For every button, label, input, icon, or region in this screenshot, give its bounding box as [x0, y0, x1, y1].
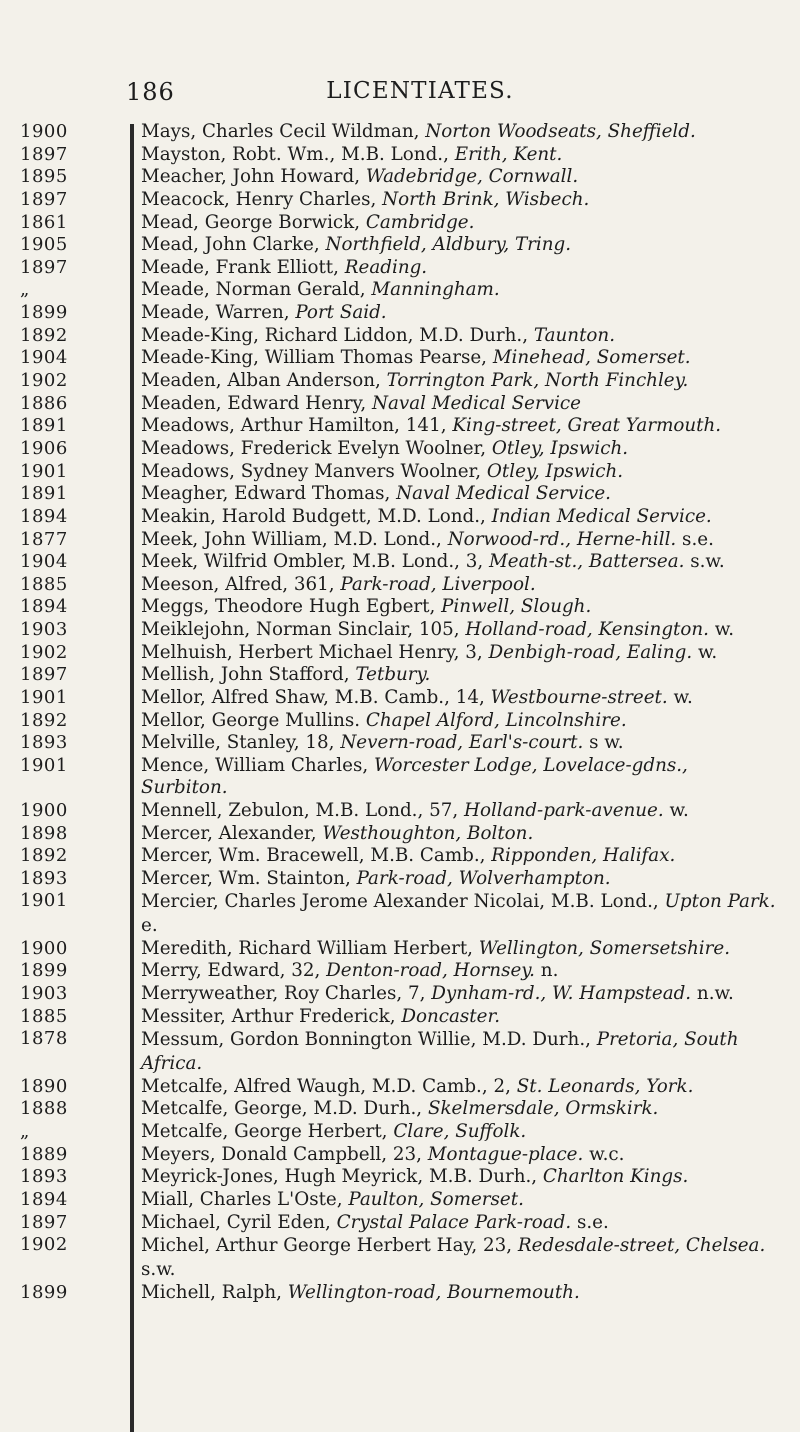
entry-place: Upton Park. [664, 891, 776, 913]
list-item [0, 1234, 800, 1281]
entry-name: Meek, Wilfrid Ombler, M.B. Lond., 3, [141, 551, 484, 573]
entry-place: Chapel Alford, Lincolnshire. [365, 709, 627, 731]
entry-place: Pinwell, Slough. [441, 596, 592, 618]
entry-district: s.w. [141, 1258, 176, 1280]
list-item [0, 823, 800, 845]
entry-place: Ripponden, Halifax. [491, 845, 676, 867]
entry-year: 1894 [20, 1188, 68, 1210]
entry-place: King-street, Great Yarmouth. [452, 415, 722, 437]
entry-year: 1893 [20, 1166, 68, 1188]
entry-year: 1897 [20, 188, 68, 210]
entry-name: Meade-King, Richard Liddon, M.D. Durh., [141, 324, 529, 346]
entry-name: Meeson, Alfred, 361, [141, 573, 335, 595]
entry-name: Meakin, Harold Budgett, M.D. Lond., [141, 505, 486, 527]
entry-place: Doncaster. [401, 1005, 501, 1027]
entry-text [125, 868, 777, 890]
entry-year: 1890 [20, 1075, 68, 1097]
entry-place: Cambridge. [365, 211, 475, 233]
entry-text [125, 279, 777, 301]
entry-text [125, 1028, 777, 1075]
entry-year: „ [20, 1120, 30, 1142]
list-item [0, 868, 800, 890]
list-item [0, 983, 800, 1005]
list-item [0, 370, 800, 392]
list-item [0, 212, 800, 234]
list-item [0, 596, 800, 618]
entry-year: 1898 [20, 822, 68, 844]
entry-name: Michell, Ralph, [141, 1281, 282, 1303]
list-item [0, 529, 800, 551]
entry-year: 1901 [20, 890, 68, 912]
entry-year: 1894 [20, 505, 68, 527]
entry-name: Metcalfe, George Herbert, [141, 1120, 388, 1142]
entry-place: Westbourne-street. [490, 687, 668, 709]
entry-name: Michel, Arthur George Herbert Hay, 23, [141, 1235, 513, 1257]
entry-text [125, 938, 777, 960]
entry-place: Paulton, Somerset. [348, 1188, 524, 1210]
entry-text [125, 234, 777, 256]
entry-year: 1878 [20, 1028, 68, 1050]
entry-text [125, 551, 777, 573]
entry-year: 1897 [20, 256, 68, 278]
entry-name: Meacock, Henry Charles, [141, 188, 377, 210]
entry-text [125, 1144, 777, 1166]
entry-text [125, 823, 777, 845]
entry-name: Meiklejohn, Norman Sinclair, 105, [141, 619, 460, 641]
entry-place: Denton-road, Hornsey. [326, 960, 535, 982]
entry-place: Park-road, Wolverhampton. [356, 867, 611, 889]
list-item [0, 619, 800, 641]
entry-year: 1899 [20, 1281, 68, 1303]
licentiates-list [0, 121, 800, 1304]
entry-text [125, 325, 777, 347]
entry-place: Wadebridge, Cornwall. [365, 166, 579, 188]
entry-name: Mercer, Alexander, [141, 822, 317, 844]
entry-place: Park-road, Liverpool. [340, 573, 536, 595]
list-item [0, 302, 800, 324]
entry-name: Messiter, Arthur Frederick, [141, 1005, 396, 1027]
entry-name: Meadows, Frederick Evelyn Woolner, [141, 437, 487, 459]
entry-place: Pretoria, South Africa. [141, 1029, 739, 1074]
entry-year: 1902 [20, 370, 68, 392]
entry-year: 1904 [20, 551, 68, 573]
entry-name: Metcalfe, George, M.D. Durh., [141, 1098, 423, 1120]
entry-year: 1891 [20, 415, 68, 437]
entry-place: Worcester Lodge, Lovelace-gdns., Surbiton. [141, 754, 688, 799]
entry-place: Westhoughton, Bolton. [322, 822, 534, 844]
entry-text [125, 983, 777, 1005]
entry-name: Mence, William Charles, [141, 754, 369, 776]
running-title: LICENTIATES. [326, 78, 514, 104]
page-number: 186 [126, 78, 175, 106]
entry-place: St. Leonards, York. [516, 1075, 694, 1097]
entry-name: Melville, Stanley, 18, [141, 732, 335, 754]
entry-year: 1895 [20, 166, 68, 188]
entry-name: Meggs, Theodore Hugh Egbert, [141, 596, 436, 618]
entry-text [125, 664, 777, 686]
entry-district: s.e. [571, 1211, 609, 1233]
entry-place: North Brink, Wisbech. [382, 188, 590, 210]
entry-text [125, 574, 777, 596]
list-item [0, 189, 800, 211]
entry-district: n.w. [691, 983, 734, 1005]
entry-name: Mennell, Zebulon, M.B. Lond., 57, [141, 799, 459, 821]
entry-year: 1902 [20, 641, 68, 663]
entry-name: Mellish, John Stafford, [141, 664, 350, 686]
entry-text [125, 596, 777, 618]
list-item [0, 325, 800, 347]
entry-year: 1893 [20, 732, 68, 754]
entry-name: Mayston, Robt. Wm., M.B. Lond., [141, 143, 449, 165]
entry-text [125, 257, 777, 279]
list-item [0, 845, 800, 867]
entry-district: e. [141, 914, 158, 936]
entry-name: Meacher, John Howard, [141, 166, 361, 188]
list-item [0, 506, 800, 528]
entry-district: w. [667, 687, 693, 709]
entry-place: Holland-road, Kensington. [465, 619, 709, 641]
entry-year: 1900 [20, 937, 68, 959]
entry-text [125, 1006, 777, 1028]
list-item [0, 1166, 800, 1188]
entry-place: Manningham. [371, 279, 500, 301]
entry-text [125, 642, 777, 664]
entry-year: 1897 [20, 1211, 68, 1233]
entry-name: Mead, George Borwick, [141, 211, 361, 233]
entry-year: 1905 [20, 234, 68, 256]
entry-place: Montague-place. [427, 1143, 584, 1165]
entry-name: Mead, John Clarke, [141, 234, 320, 256]
entry-place: Erith, Kent. [454, 143, 563, 165]
entry-place: Otley, Ipswich. [491, 437, 629, 459]
list-item [0, 800, 800, 822]
entry-text [125, 1166, 777, 1188]
entry-name: Mercer, Wm. Stainton, [141, 867, 351, 889]
list-item [0, 890, 800, 937]
entry-text [125, 144, 777, 166]
list-item [0, 257, 800, 279]
entry-place: Minehead, Somerset. [492, 347, 691, 369]
list-item [0, 234, 800, 256]
entry-name: Meagher, Edward Thomas, [141, 483, 391, 505]
entry-name: Michael, Cyril Eden, [141, 1211, 331, 1233]
entry-name: Meyers, Donald Campbell, 23, [141, 1143, 422, 1165]
entry-place: Norwood-rd., Herne-hill. [447, 528, 677, 550]
entry-place: Naval Medical Service. [396, 483, 611, 505]
list-item [0, 1076, 800, 1098]
entry-place: Port Said. [295, 302, 387, 324]
entry-year: 1900 [20, 121, 68, 142]
entry-year: 1906 [20, 437, 68, 459]
list-item [0, 166, 800, 188]
entry-year: 1897 [20, 664, 68, 686]
entry-place: Naval Medical Service [372, 392, 581, 414]
entry-name: Messum, Gordon Bonnington Willie, M.D. Durh., [141, 1029, 591, 1051]
list-item [0, 574, 800, 596]
list-item [0, 347, 800, 369]
list-item [0, 710, 800, 732]
entry-place: Denbigh-road, Ealing. [488, 641, 693, 663]
entry-year: 1892 [20, 845, 68, 867]
entry-text [125, 166, 777, 188]
list-item [0, 144, 800, 166]
entry-place: Meath-st., Battersea. [489, 551, 685, 573]
entry-text [125, 1189, 777, 1211]
entry-text [125, 1121, 777, 1143]
list-item [0, 551, 800, 573]
entry-district: s.w. [684, 551, 725, 573]
list-item [0, 664, 800, 686]
list-item [0, 960, 800, 982]
entry-text [125, 890, 777, 937]
list-item [0, 1282, 800, 1304]
entry-place: Holland-park-avenue. [464, 799, 664, 821]
entry-year: 1886 [20, 392, 68, 414]
entry-place: Indian Medical Service. [491, 505, 712, 527]
entry-place: Wellington-road, Bournemouth. [287, 1281, 580, 1303]
entry-year: 1899 [20, 302, 68, 324]
entry-district: n. [535, 960, 559, 982]
entry-text [125, 1234, 777, 1281]
entry-year: 1901 [20, 460, 68, 482]
list-item [0, 1189, 800, 1211]
entry-district: w. [708, 619, 735, 641]
entry-text [125, 845, 777, 867]
entry-place: Nevern-road, Earl's-court. [340, 732, 584, 754]
list-item [0, 483, 800, 505]
entry-text [125, 1282, 777, 1304]
page-header [0, 74, 800, 114]
entry-text [125, 483, 777, 505]
entry-year: 1904 [20, 347, 68, 369]
entry-text [125, 710, 777, 732]
entry-text [125, 506, 777, 528]
entry-year: 1903 [20, 619, 68, 641]
entry-name: Meade, Frank Elliott, [141, 256, 339, 278]
entry-text [125, 529, 777, 551]
list-item [0, 1028, 800, 1075]
entry-year: „ [20, 279, 30, 301]
entry-place: Skelmersdale, Ormskirk. [427, 1098, 659, 1120]
entry-place: Charlton Kings. [542, 1166, 689, 1188]
list-item [0, 279, 800, 301]
list-item [0, 642, 800, 664]
list-item [0, 461, 800, 483]
list-item [0, 1006, 800, 1028]
entry-name: Melhuish, Herbert Michael Henry, 3, [141, 641, 483, 663]
entry-text [125, 800, 777, 822]
entry-text [125, 461, 777, 483]
list-item [0, 438, 800, 460]
entry-year: 1892 [20, 324, 68, 346]
entry-place: Torrington Park, North Finchley. [386, 370, 689, 392]
entry-text [125, 1212, 777, 1234]
entry-year: 1902 [20, 1234, 68, 1256]
entry-place: Reading. [344, 256, 428, 278]
entry-name: Meade-King, William Thomas Pearse, [141, 347, 487, 369]
entry-name: Mellor, George Mullins. [141, 709, 361, 731]
list-item [0, 732, 800, 754]
entry-year: 1885 [20, 1005, 68, 1027]
list-item [0, 938, 800, 960]
entry-year: 1901 [20, 754, 68, 776]
entry-name: Meek, John William, M.D. Lond., [141, 528, 442, 550]
entry-year: 1894 [20, 596, 68, 618]
entry-name: Meadows, Arthur Hamilton, 141, [141, 415, 447, 437]
entry-text [125, 370, 777, 392]
entry-name: Miall, Charles L'Oste, [141, 1188, 343, 1210]
entry-place: Clare, Suffolk. [393, 1120, 527, 1142]
entry-place: Northfield, Aldbury, Tring. [325, 234, 572, 256]
entry-year: 1888 [20, 1098, 68, 1120]
entry-year: 1899 [20, 960, 68, 982]
entry-place: Redesdale-street, Chelsea. [517, 1235, 766, 1257]
entry-text [125, 1098, 777, 1120]
entry-text [125, 619, 777, 641]
entry-place: Tetbury. [355, 664, 431, 686]
list-item [0, 121, 800, 143]
entry-place: Norton Woodseats, Sheffield. [425, 121, 696, 142]
entry-text [125, 415, 777, 437]
entry-name: Meade, Warren, [141, 302, 290, 324]
entry-place: Dynham-rd., W. Hampstead. [431, 983, 692, 1005]
entry-text [125, 212, 777, 234]
entry-name: Meaden, Alban Anderson, [141, 370, 381, 392]
entry-text [125, 393, 777, 415]
entry-district: w.c. [583, 1143, 625, 1165]
entry-place: Otley, Ipswich. [486, 460, 624, 482]
entry-year: 1889 [20, 1143, 68, 1165]
entry-year: 1901 [20, 687, 68, 709]
entry-text [125, 347, 777, 369]
entry-name: Metcalfe, Alfred Waugh, M.D. Camb., 2, [141, 1075, 511, 1097]
entry-year: 1861 [20, 211, 68, 233]
list-item [0, 415, 800, 437]
entry-year: 1892 [20, 709, 68, 731]
entry-district: w. [692, 641, 718, 663]
entry-text [125, 732, 777, 754]
list-item [0, 1144, 800, 1166]
entry-name: Meadows, Sydney Manvers Woolner, [141, 460, 482, 482]
entry-year: 1893 [20, 867, 68, 889]
list-item [0, 1212, 800, 1234]
entry-name: Mellor, Alfred Shaw, M.B. Camb., 14, [141, 687, 485, 709]
entry-name: Meredith, Richard William Herbert, [141, 937, 473, 959]
list-item [0, 687, 800, 709]
entry-place: Wellington, Somersetshire. [478, 937, 731, 959]
entry-name: Meaden, Edward Henry, [141, 392, 367, 414]
entry-district: w. [663, 799, 689, 821]
entry-name: Meyrick-Jones, Hugh Meyrick, M.B. Durh., [141, 1166, 538, 1188]
entry-name: Mays, Charles Cecil Wildman, [141, 121, 420, 142]
list-item [0, 1098, 800, 1120]
entry-text [125, 121, 777, 143]
entry-text [125, 1076, 777, 1098]
entry-text [125, 189, 777, 211]
entry-text [125, 438, 777, 460]
list-item [0, 1121, 800, 1143]
entry-place: Taunton. [533, 324, 616, 346]
entry-year: 1897 [20, 143, 68, 165]
entry-district: s.e. [676, 528, 714, 550]
entry-text [125, 687, 777, 709]
entry-year: 1891 [20, 483, 68, 505]
entry-place: Crystal Palace Park-road. [336, 1211, 572, 1233]
entry-year: 1903 [20, 983, 68, 1005]
list-item [0, 755, 800, 800]
list-item [0, 393, 800, 415]
entry-year: 1900 [20, 799, 68, 821]
entry-name: Meade, Norman Gerald, [141, 279, 366, 301]
entry-text [125, 302, 777, 324]
entry-name: Mercier, Charles Jerome Alexander Nicolai, M.B. Lond., [141, 891, 659, 913]
entry-text [125, 755, 777, 800]
entry-district: s w. [583, 732, 624, 754]
entry-year: 1877 [20, 528, 68, 550]
entry-name: Merry, Edward, 32, [141, 960, 321, 982]
entry-name: Merryweather, Roy Charles, 7, [141, 983, 426, 1005]
entry-text [125, 960, 777, 982]
entry-name: Mercer, Wm. Bracewell, M.B. Camb., [141, 845, 486, 867]
entry-year: 1885 [20, 573, 68, 595]
